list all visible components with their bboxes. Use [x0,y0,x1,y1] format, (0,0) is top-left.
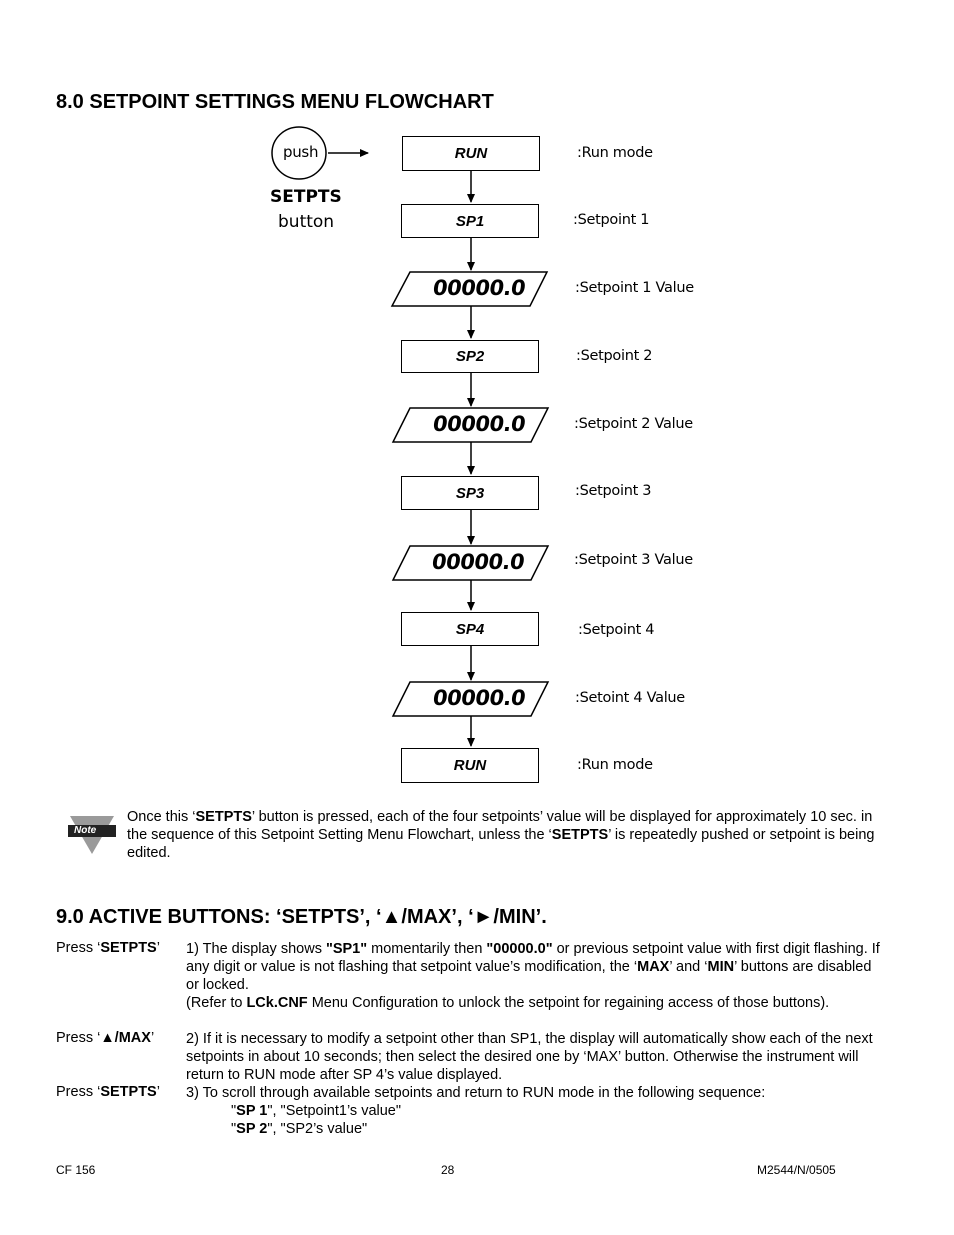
press-desc-1: 1) The display shows "SP1" momentarily then "00000.0" or previous setpoint value with first digit flashing. If any digit or value is not flashing that setpoint value’s modification, the ‘MAX’ and ‘MIN’ buttons are disabled or locked. (Refer to LCk.CNF Menu Configuration to unlock the setpoint for regaining access of those buttons). [186,941,880,1011]
flow-step-sp3 [401,476,539,510]
sequence-line-1: "SP 1", "Setpoint1’s value" [231,1103,402,1119]
flow-step-display: SP2 [455,348,485,365]
flow-caption: :Setoint 4 Value [575,690,685,706]
flow-caption: :Setpoint 3 [575,483,652,499]
press-desc-2: 2) If it is necessary to modify a setpoint other than SP1, the display will automatically show each of the next setpoints in about 10 seconds; then select the desired one by ‘MAX’ button. Otherwise the instrument will return to RUN mode after SP 4’s value displayed. [186,1031,873,1083]
press-label-1: Press ‘SETPTS’ [56,940,160,956]
flow-step-sp2 [401,340,539,373]
button-label: button [278,212,335,232]
flow-caption: :Run mode [577,757,653,773]
flow-caption: :Setpoint 2 Value [574,416,693,432]
footer-left: CF 156 [56,1163,96,1177]
footer-right: M2544/N/0505 [757,1163,836,1177]
flow-caption: :Setpoint 1 [573,212,650,228]
flow-step-value-3: 00000.0 [430,550,526,574]
flow-caption: :Setpoint 4 [578,622,655,638]
flow-step-display: SP3 [455,484,485,502]
note-icon-label: Note [74,825,97,836]
section-9-title: 9.0 ACTIVE BUTTONS: ‘SETPTS’, ‘▲/MAX’, ‘►/MIN’. [56,906,547,928]
flow-step-display: SP1 [455,212,485,230]
flow-step-run-start [402,136,540,171]
section-8-title: 8.0 SETPOINT SETTINGS MENU FLOWCHART [56,91,494,113]
sequence-line-2: "SP 2", "SP2’s value" [231,1121,368,1137]
push-label: push [283,143,319,161]
press-label-2: Press ‘▲/MAX’ [56,1030,155,1046]
flow-caption: :Setpoint 3 Value [574,552,693,568]
page-number: 28 [441,1163,455,1177]
flow-step-run-end [401,748,539,783]
flow-step-display: SP4 [455,620,485,638]
flow-step-value-4: 00000.0 [431,686,527,710]
flow-step-value-2: 00000.0 [431,412,527,436]
press-label-3: Press ‘SETPTS’ [56,1084,160,1100]
setpts-label: SETPTS [270,187,342,207]
flow-step-display: RUN [454,145,488,162]
flow-caption: :Run mode [577,145,653,161]
flow-step-sp1 [401,204,539,238]
press-desc-3: 3) To scroll through available setpoints and return to RUN mode in the following sequence: [186,1085,766,1101]
flow-caption: :Setpoint 1 Value [575,280,694,296]
flow-step-value-1: 00000.0 [431,276,527,300]
flow-step-display: RUN [453,757,487,774]
flow-caption: :Setpoint 2 [576,348,653,364]
note-text: Once this ‘SETPTS’ button is pressed, each of the four setpoints’ value will be displayed for approximately 10 sec. in the sequence of this Setpoint Setting Menu Flowchart, unless the ‘SETPTS’ is repeatedly pushed or setpoint is being edited. [127,809,875,861]
flow-step-sp4 [401,612,539,646]
